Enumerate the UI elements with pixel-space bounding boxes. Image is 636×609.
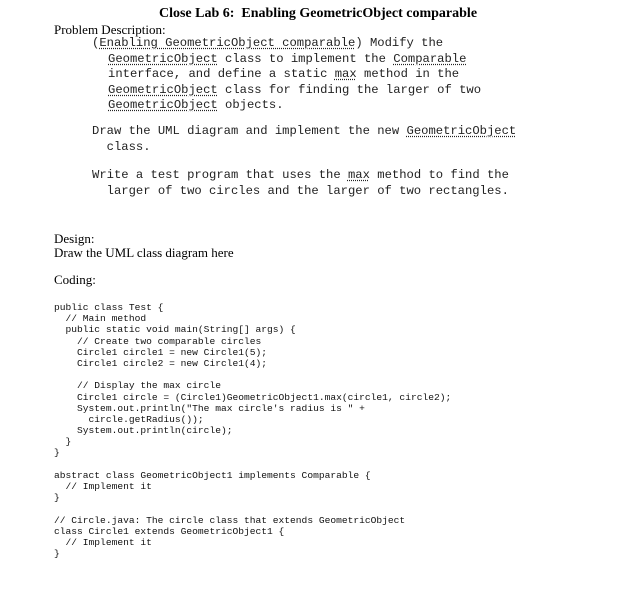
description-text: larger of two circles and the larger of two rectangles. [92,183,509,198]
code-line: // Implement it [54,481,152,492]
code-line: // Create two comparable circles [54,335,262,347]
description-line [92,36,481,52]
description-paragraph-2 [92,124,516,155]
code-line: circle.getRadius()); [54,413,204,425]
description-text: interface, and define a static [108,67,335,81]
code-line: Circle1 circle2 = new Circle1(4); [54,357,268,369]
description-line [92,52,481,68]
code-line: // Display the max circle [54,380,221,392]
page-title: Close Lab 6: Enabling GeometricObject comparable [158,6,478,21]
description-underlined-term: Comparable [393,51,467,66]
description-line [92,98,481,114]
code-line: class Circle1 extends GeometricObject1 { [54,525,285,537]
code-line: // Main method [54,313,147,325]
description-underlined-term: max [334,67,357,81]
code-line: public static void main(String[] args) { [54,324,296,336]
description-text: ) Modify the [355,36,444,50]
design-instruction: Draw the UML class diagram here [54,245,234,260]
description-line [92,184,509,200]
problem-description-heading: Problem Description: [54,22,166,37]
code-line: } [54,436,72,448]
description-underlined-term: GeometricObject [406,124,517,138]
code-line: Circle1 circle1 = new Circle1(5); [54,346,268,358]
code-line: System.out.println("The max circle's radius is " + [54,402,365,414]
code-line: } [54,492,60,504]
description-underlined-term: GeometricObject [108,51,218,66]
code-line: } [54,447,60,459]
description-text: ( [92,36,100,50]
code-line: // Implement it [54,536,152,548]
description-line [92,67,481,83]
code-line: // Circle.java: The circle class that extends GeometricObject [54,514,406,526]
description-line [92,124,516,140]
description-line [92,83,481,99]
description-paragraph-3 [92,168,509,199]
description-line [92,140,516,156]
description-text: objects. [217,98,284,112]
description-text: class to implement the [217,51,394,66]
description-underlined-term: max [347,168,370,182]
code-line: System.out.println(circle); [54,425,233,437]
code-line: abstract class GeometricObject1 implements Comparable { [54,469,371,481]
code-line: } [54,548,60,560]
description-text: method to find the [369,168,509,182]
description-text: Draw the UML diagram and implement the new [92,124,407,138]
description-text: Write a test program that uses the [92,168,348,182]
coding-heading: Coding: [54,272,96,287]
code-listing [54,302,451,559]
code-line: Circle1 circle = (Circle1)GeometricObject1.max(circle1, circle2); [54,391,452,403]
description-text: class. [92,139,151,154]
description-paragraph-1 [92,36,481,114]
description-line [92,168,509,184]
description-underlined-term: Enabling GeometricObject comparable [99,36,356,50]
description-text: method in the [356,67,460,81]
code-line [54,503,451,514]
description-underlined-term: GeometricObject [108,98,218,112]
code-line: public class Test { [54,302,164,313]
code-line [54,459,451,470]
description-text: class for finding the larger of two [217,82,482,97]
design-heading: Design: [54,231,95,246]
description-underlined-term: GeometricObject [108,82,218,97]
code-line [54,369,451,380]
